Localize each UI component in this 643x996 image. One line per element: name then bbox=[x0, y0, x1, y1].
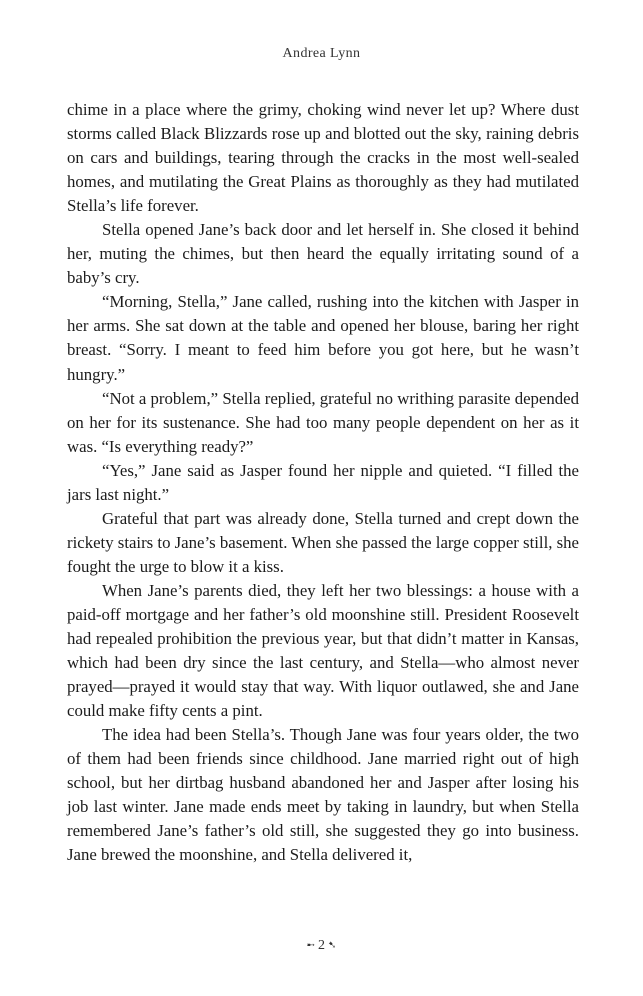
arrow-right-ornament-icon: ➸ bbox=[306, 940, 315, 951]
running-head: Andrea Lynn bbox=[282, 46, 361, 61]
paragraph: “Not a problem,” Stella replied, grateful no writhing parasite depended on her for its sustenance. She had too many people dependent on her as it was. “Is everything ready?” bbox=[67, 388, 579, 456]
paragraph: “Morning, Stella,” Jane called, rushing into the kitchen with Jasper in her arms. She sat down at the table and opened her blouse, baring her right breast. “Sorry. I meant to feed him before you got here, but he wasn’t hungry.” bbox=[67, 292, 579, 384]
page-folio bbox=[0, 938, 643, 954]
paragraph: “Yes,” Jane said as Jasper found her nipple and quieted. “I filled the jars last night.” bbox=[67, 460, 579, 504]
paragraph: Stella opened Jane’s back door and let herself in. She closed it behind her, muting the chimes, but then heard the equally irritating sound of a baby’s cry. bbox=[67, 220, 579, 288]
body-text bbox=[67, 98, 579, 868]
paragraph: When Jane’s parents died, they left her two blessings: a house with a paid-off mortgage and her father’s old moonshine still. President Roosevelt had repealed prohibition the previous year, but that didn’t matter in Kansas, which had been dry since the last century, and Stella—who almost never prayed—prayed it would stay that way. With liquor outlawed, she and Jane could make fifty cents a pint. bbox=[67, 580, 579, 721]
page-number: 2 bbox=[318, 938, 325, 953]
paragraph: Grateful that part was already done, Stella turned and crept down the rickety stairs to Jane’s basement. When she passed the large copper still, she fought the urge to blow it a kiss. bbox=[67, 508, 579, 576]
arrow-left-ornament-icon: ➷ bbox=[328, 940, 337, 951]
paragraph: The idea had been Stella’s. Though Jane was four years older, the two of them had been friends since childhood. Jane married right out of high school, but her dirtbag husband abandoned her and Jasper after losing his job last winter. Jane made ends meet by taking in laundry, but when Stella remembered Jane’s father’s old still, she suggested they go into business. Jane brewed the moonshine, and Stella delivered it, bbox=[67, 725, 579, 865]
paragraph: chime in a place where the grimy, choking wind never let up? Where dust storms called Black Blizzards rose up and blotted out the sky, raining debris on cars and buildings, tearing through the cracks in the most well-sealed homes, and mutilating the Great Plains as thoroughly as they had mutilated Stella’s life forever. bbox=[67, 100, 579, 216]
